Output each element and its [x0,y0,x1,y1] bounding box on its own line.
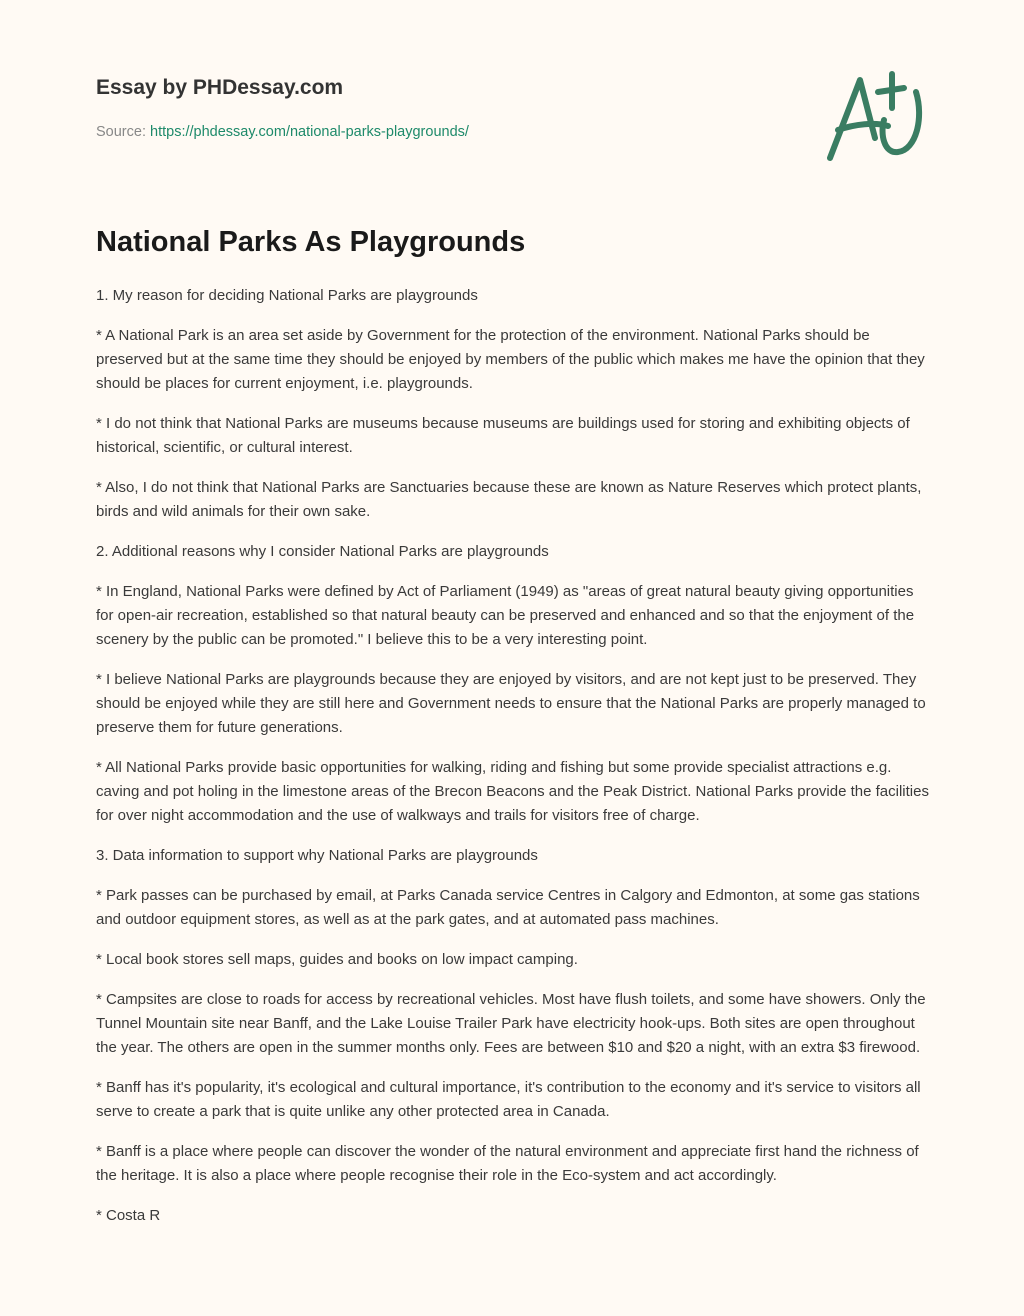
paragraph: 2. Additional reasons why I consider National Parks are playgrounds [96,543,549,560]
source-line [96,124,469,140]
essay-body [96,284,932,1244]
paragraph: * I do not think that National Parks are museums because museums are buildings used for storing and exhibiting objects of historical, scientific, or cultural interest. [96,415,910,456]
essay-title: National Parks As Playgrounds [96,226,526,258]
paragraph: * In England, National Parks were defined by Act of Parliament (1949) as "areas of great natural beauty giving opportunities for open-air recreation, established so that natural beauty can be preserved and enhanced and so that the enjoyment of the scenery by the public can be promoted." I believe this to be a very interesting point. [96,583,915,648]
source-link[interactable]: https://phdessay.com/national-parks-playgrounds/ [150,124,469,140]
a-plus-logo-icon [820,68,930,168]
paragraph: * Park passes can be purchased by email, at Parks Canada service Centres in Calgory and Edmonton, at some gas stations and outdoor equipment stores, as well as at the park gates, and at automated pass machines. [96,887,920,928]
paragraph: 1. My reason for deciding National Parks are playgrounds [96,287,478,304]
paragraph: 3. Data information to support why National Parks are playgrounds [96,847,538,864]
paragraph: * I believe National Parks are playgrounds because they are enjoyed by visitors, and are not kept just to be preserved. They should be enjoyed while they are still here and Government needs to ensure that the National Parks are properly managed to preserve them for future generations. [96,671,926,736]
paragraph: * Banff is a place where people can discover the wonder of the natural environment and appreciate first hand the richness of the heritage. It is also a place where people recognise their role in the Eco-system and act accordingly. [96,1143,919,1184]
paragraph: * All National Parks provide basic opportunities for walking, riding and fishing but some provide specialist attractions e.g. caving and pot holing in the limestone areas of the Brecon Beacons and the Peak District. National Parks provide the facilities for over night accommodation and the use of walkways and trails for visitors free of charge. [96,759,929,824]
source-label: Source: [96,124,146,140]
paragraph: * Banff has it's popularity, it's ecological and cultural importance, it's contribution to the economy and it's service to visitors all serve to create a park that is quite unlike any other protected area in Canada. [96,1079,921,1120]
paragraph: * Local book stores sell maps, guides and books on low impact camping. [96,951,578,968]
paragraph: * Campsites are close to roads for access by recreational vehicles. Most have flush toilets, and some have showers. Only the Tunnel Mountain site near Banff, and the Lake Louise Trailer Park have electricity hook-ups. Both sites are open throughout the year. The others are open in the summer months only. Fees are between $10 and $20 a night, with an extra $3 firewood. [96,991,926,1056]
paragraph: * Costa R [96,1207,161,1224]
paragraph: * Also, I do not think that National Parks are Sanctuaries because these are known as Nature Reserves which protect plants, birds and wild animals for their own sake. [96,479,922,520]
paragraph: * A National Park is an area set aside by Government for the protection of the environment. National Parks should be preserved but at the same time they should be enjoyed by members of the public which makes me have the opinion that they should be places for current enjoyment, i.e. playgrounds. [96,327,925,392]
site-brand: Essay by PHDessay.com [96,76,344,99]
